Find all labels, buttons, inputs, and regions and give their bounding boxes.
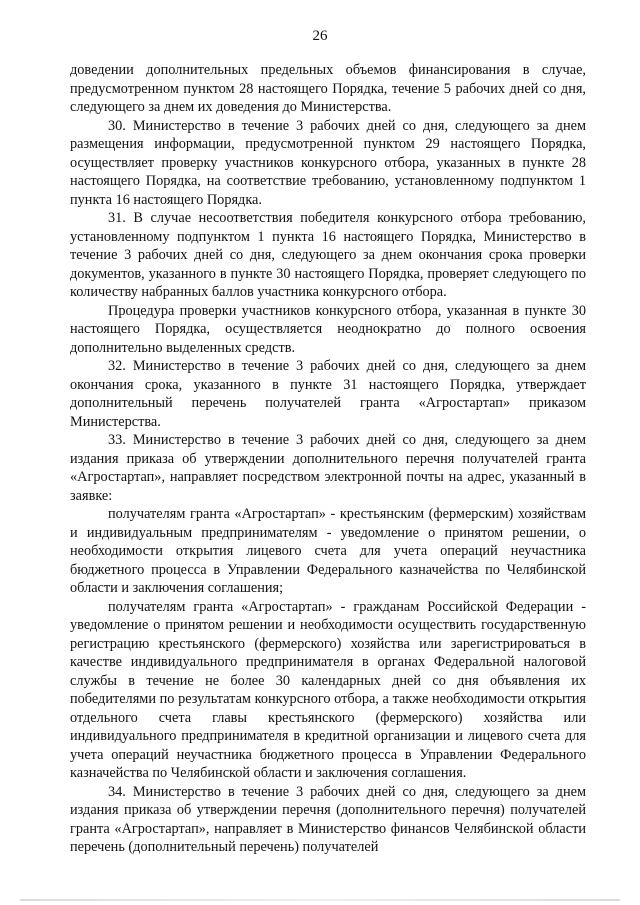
scan-bottom-edge: [20, 899, 620, 901]
paragraph-item-34: 34. Министерство в течение 3 рабочих дней со дня, следующего за днем издания приказа об утверждении перечня (дополнительного перечня) получателей гранта «Агростартап», направляет в Министерство финансов Челябинской области перечень (дополнительный перечень) получателей: [70, 783, 586, 855]
paragraph-item-33: 33. Министерство в течение 3 рабочих дней со дня, следующего за днем издания приказа об утверждении дополнительного перечня получателей гранта «Агростартап», направляет посредством электронной почты на адрес, указанный в заявке:: [70, 432, 586, 504]
paragraph-item-32: 32. Министерство в течение 3 рабочих дней со дня, следующего за днем окончания срока, указанного в пункте 31 настоящего Порядка, утверждает дополнительный перечень получателей гранта «Агростартап» приказом Министерства.: [70, 358, 586, 430]
paragraph-item-30: 30. Министерство в течение 3 рабочих дней со дня, следующего за днем размещения информации, предусмотренной пунктом 29 настоящего Порядка, осуществляет проверку участников конкурсного отбора, указанных в пункте 28 настоящего Порядка, на соответствие требованию, установленному подпунктом 1 пункта 16 настоящего Порядка.: [70, 117, 586, 208]
paragraph-citizen-recipients: получателям гранта «Агростартап» - гражданам Российской Федерации - уведомление о принятом решении и необходимости осуществить государственную регистрацию крестьянского (фермерского) хозяйства или зарегистрироваться в качестве индивидуального предпринимателя в органах Федеральной налоговой службы в течение не более 30 календарных дней со дня объявления их победителями по результатам конкурсного отбора, а также необходимости открытия отдельного счета главы крестьянского (фермерского) хозяйства или индивидуального предпринимателя в кредитной организации и лицевого счета для учета операций неучастника бюджетного процесса в Управлении Федерального казначейства по Челябинской области и заключения соглашения.: [70, 598, 586, 781]
page-number: 26: [312, 28, 328, 44]
paragraph-continuation: доведении дополнительных предельных объемов финансирования в случае, предусмотренном пунктом 28 настоящего Порядка, течение 5 рабочих дней со дня, следующего за днем их доведения до Министерства.: [70, 62, 586, 115]
paragraph-farm-recipients: получателям гранта «Агростартап» - крестьянским (фермерским) хозяйствам и индивидуальным предпринимателям - уведомление о принятом решении, о необходимости открытия лицевого счета для учета операций неучастника бюджетного процесса в Управлении Федерального казначейства по Челябинской области и заключения соглашения;: [70, 506, 586, 596]
paragraph-item-31: 31. В случае несоответствия победителя конкурсного отбора требованию, установленному подпунктом 1 пункта 16 настоящего Порядка, Министерство в течение 3 рабочих дней со дня, следующего за днем окончания срока проверки документов, указанного в пункте 30 настоящего Порядка, проверяет следующего по количеству набранных баллов участника конкурсного отбора.: [70, 210, 586, 300]
paragraph-verification-procedure: Процедура проверки участников конкурсного отбора, указанная в пункте 30 настоящего Порядка, осуществляется неоднократно до полного освоения дополнительно выделенных средств.: [70, 302, 586, 356]
document-body: [70, 61, 586, 857]
